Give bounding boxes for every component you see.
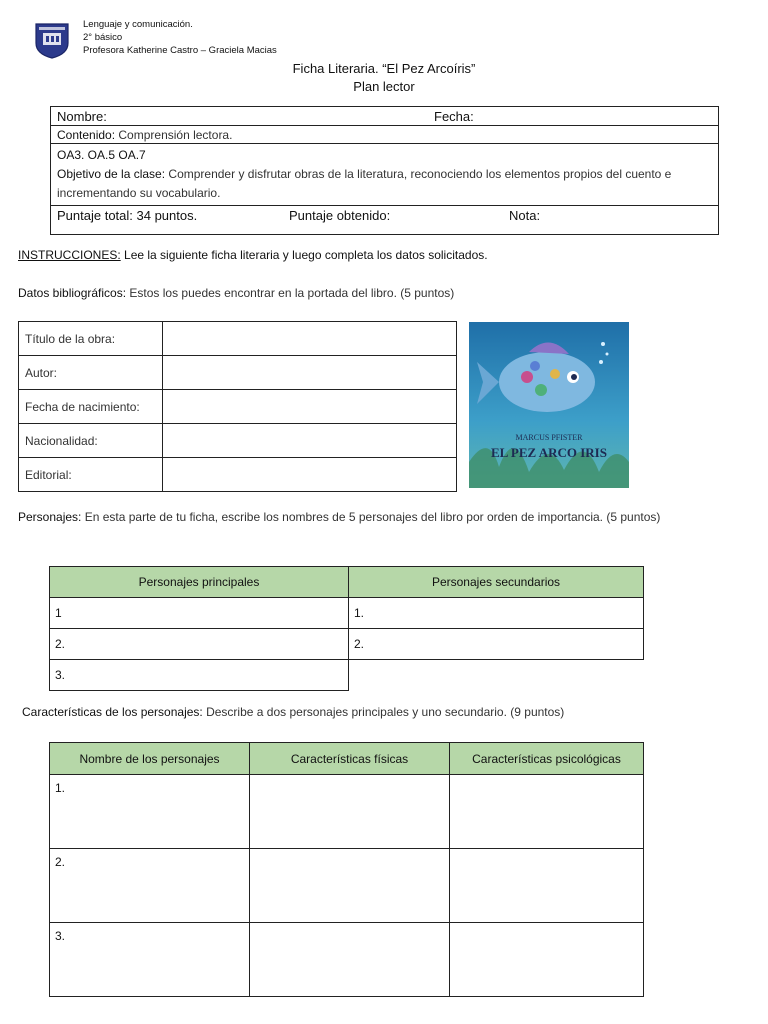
row-label: Título de la obra: (19, 322, 163, 356)
table-row (50, 775, 644, 849)
instructions-label: INSTRUCCIONES: (18, 248, 121, 262)
cover-title: EL PEZ ARCO IRIS (491, 445, 607, 460)
psychological-traits-cell[interactable] (450, 923, 644, 997)
page-subtitle: Plan lector (353, 79, 415, 94)
characters-label: Personajes: (18, 510, 82, 524)
answer-cell[interactable] (163, 322, 457, 356)
obtained-score-label: Puntaje obtenido: (289, 208, 391, 223)
name-label: Nombre: (57, 109, 107, 124)
table-row (19, 458, 457, 492)
answer-cell[interactable] (163, 390, 457, 424)
secondary-character-cell[interactable]: 1. (349, 598, 644, 629)
traits-table (49, 742, 644, 997)
subject-line: Lenguaje y comunicación. (83, 19, 193, 30)
bibliographic-text: Estos los puedes encontrar en la portada del libro. (5 puntos) (129, 286, 455, 300)
row-label: Editorial: (19, 458, 163, 492)
main-character-cell[interactable]: 1 (50, 598, 349, 629)
instructions-text: Lee la siguiente ficha literaria y luego completa los datos solicitados. (124, 248, 488, 262)
traits-label: Características de los personajes: (22, 705, 203, 719)
bibliographic-heading (18, 284, 454, 303)
header-psychological-traits: Características psicológicas (450, 743, 644, 775)
table-row (19, 322, 457, 356)
answer-cell[interactable] (163, 458, 457, 492)
bibliographic-label: Datos bibliográficos: (18, 286, 127, 300)
school-info (83, 18, 277, 57)
physical-traits-cell[interactable] (250, 775, 450, 849)
bibliographic-table (18, 321, 457, 492)
student-info-box (50, 106, 719, 235)
row-label: Autor: (19, 356, 163, 390)
characters-heading (18, 508, 718, 527)
objectives-codes: OA3. OA.5 OA.7 (57, 148, 146, 162)
school-crest-icon (34, 21, 70, 59)
row-label: Fecha de nacimiento: (19, 390, 163, 424)
table-row (19, 390, 457, 424)
total-score: Puntaje total: 34 puntos. (57, 208, 198, 223)
psychological-traits-cell[interactable] (450, 775, 644, 849)
page-title: Ficha Literaria. “El Pez Arcoíris” (292, 61, 476, 76)
physical-traits-cell[interactable] (250, 849, 450, 923)
grade-line: 2° básico (83, 32, 123, 43)
content-label: Contenido: (57, 128, 116, 142)
psychological-traits-cell[interactable] (450, 849, 644, 923)
traits-heading (22, 703, 564, 722)
header-physical-traits: Características físicas (250, 743, 450, 775)
characters-text: En esta parte de tu ficha, escribe los nombres de 5 personajes del libro por orden de importancia. (5 puntos) (84, 510, 661, 524)
objective-label: Objetivo de la clase: (57, 167, 166, 181)
row-label: Nacionalidad: (19, 424, 163, 458)
table-row (19, 356, 457, 390)
empty-cell (349, 660, 644, 691)
teachers-line: Profesora Katherine Castro – Graciela Macias (83, 45, 277, 56)
table-row (50, 629, 644, 660)
table-row (50, 923, 644, 997)
table-header-row (50, 743, 644, 775)
main-character-cell[interactable]: 2. (50, 629, 349, 660)
answer-cell[interactable] (163, 356, 457, 390)
instructions (18, 246, 488, 265)
content-value: Comprensión lectora. (118, 128, 233, 142)
main-character-cell[interactable]: 3. (50, 660, 349, 691)
grade-label: Nota: (509, 208, 541, 223)
table-row (50, 849, 644, 923)
table-row (19, 424, 457, 458)
character-name-cell[interactable]: 3. (50, 923, 250, 997)
characters-table (49, 566, 644, 691)
character-name-cell[interactable]: 2. (50, 849, 250, 923)
book-cover-image (469, 322, 629, 488)
date-label: Fecha: (434, 109, 474, 124)
objective-value: Comprender y disfrutar obras de la literatura, reconociendo los elementos propios del cuento e incrementando su vocabulario. (57, 167, 672, 200)
answer-cell[interactable] (163, 424, 457, 458)
traits-text: Describe a dos personajes principales y uno secundario. (9 puntos) (206, 705, 565, 719)
header-secondary-characters: Personajes secundarios (349, 567, 644, 598)
secondary-character-cell[interactable]: 2. (349, 629, 644, 660)
physical-traits-cell[interactable] (250, 923, 450, 997)
header-main-characters: Personajes principales (50, 567, 349, 598)
table-row (50, 598, 644, 629)
header-character-names: Nombre de los personajes (50, 743, 250, 775)
table-header-row (50, 567, 644, 598)
character-name-cell[interactable]: 1. (50, 775, 250, 849)
cover-author: MARCUS PFISTER (515, 433, 583, 442)
table-row (50, 660, 644, 691)
